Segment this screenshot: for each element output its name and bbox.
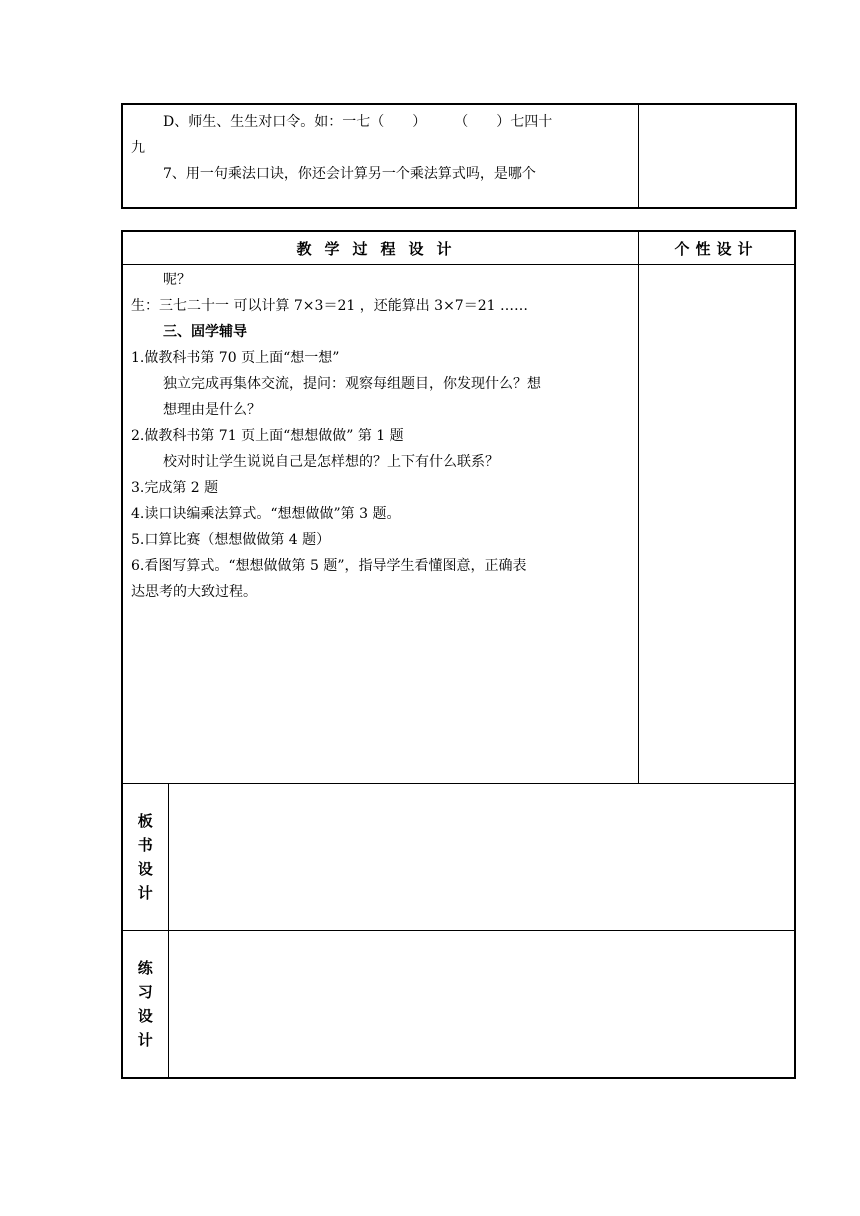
- text-line: 7、用一句乘法口诀，你还会计算另一个乘法算式吗，是哪个: [163, 166, 536, 182]
- label-char: 板: [137, 812, 153, 830]
- personal-design-header: 个性设计: [639, 231, 795, 265]
- text-line: D、师生、生生对口令。如：一七（ ） （ ）七四十: [163, 114, 553, 130]
- list-item: 4.读口诀编乘法算式。“想想做做”第 3 题。: [131, 506, 401, 522]
- list-item: 2.做教科书第 71 页上面“想想做做” 第 1 题: [131, 428, 404, 444]
- label-char: 计: [137, 1031, 153, 1049]
- list-item: 6.看图写算式。“想想做做第 5 题”，指导学生看懂图意，正确表: [131, 558, 527, 574]
- text-line: 呢？: [163, 272, 191, 288]
- text-line: 想理由是什么？: [163, 402, 261, 418]
- label-char: 习: [137, 983, 153, 1001]
- text-line: 九: [131, 140, 145, 156]
- board-design-content: [168, 784, 795, 931]
- practice-design-label: [122, 931, 168, 1079]
- label-char: 设: [137, 860, 153, 878]
- label-char: 练: [137, 959, 153, 977]
- list-item: 5.口算比赛（想想做做第 4 题）: [131, 532, 331, 548]
- list-item: 3.完成第 2 题: [131, 480, 219, 496]
- label-char: 计: [137, 884, 153, 902]
- text-line: 达思考的大致过程。: [131, 584, 257, 600]
- lesson-plan-table: [121, 230, 796, 1079]
- lesson-table-continued: [121, 103, 797, 209]
- personal-design-content: [639, 265, 795, 784]
- list-item: 1.做教科书第 70 页上面“想一想”: [131, 350, 340, 366]
- board-design-label: [122, 784, 168, 931]
- practice-design-content: [168, 931, 795, 1079]
- label-char: 设: [137, 1007, 153, 1025]
- section-heading: 三、固学辅导: [163, 324, 247, 340]
- personal-design-cell: [639, 104, 797, 208]
- text-line: 独立完成再集体交流，提问：观察每组题目，你发现什么？想: [163, 376, 541, 392]
- lesson-content-cell: [122, 104, 639, 208]
- teaching-process-content: [122, 265, 639, 784]
- text-line: 生：三七二十一 可以计算 7×3＝21 ，还能算出 3×7＝21 ……: [131, 298, 528, 314]
- label-char: 书: [137, 836, 153, 854]
- teaching-process-header: 教学过程设计: [122, 231, 639, 265]
- text-line: 校对时让学生说说自己是怎样想的？上下有什么联系？: [163, 454, 499, 470]
